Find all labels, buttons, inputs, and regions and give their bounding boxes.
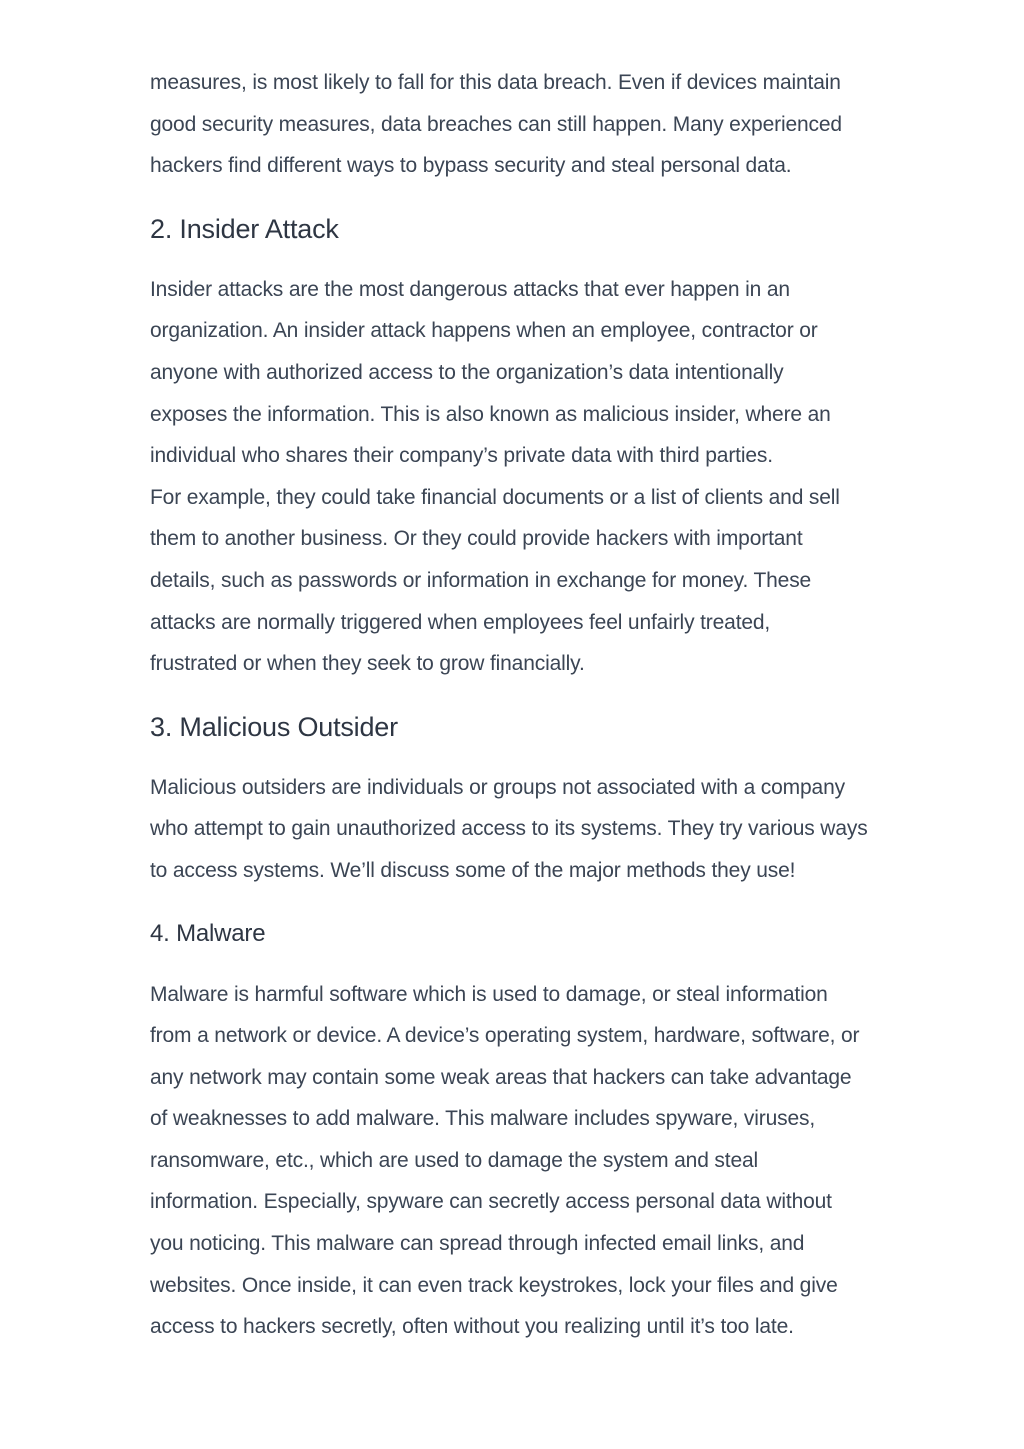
paragraph-line: you noticing. This malware can spread through infected email links, and (150, 1232, 805, 1256)
paragraph-line: from a network or device. A device’s operating system, hardware, software, or (150, 1024, 860, 1048)
malicious-outsider-paragraph (150, 767, 920, 892)
paragraph-line: to access systems. We’ll discuss some of the major methods they use! (150, 858, 796, 882)
section-heading-malware: 4. Malware (150, 919, 266, 947)
paragraph-line: websites. Once inside, it can even track keystrokes, lock your files and give (150, 1273, 838, 1297)
section-heading-malicious-outsider: 3. Malicious Outsider (150, 711, 398, 742)
paragraph-line: them to another business. Or they could provide hackers with important (150, 527, 803, 551)
intro-paragraph (150, 62, 920, 187)
paragraph-line: attacks are normally triggered when employees feel unfairly treated, (150, 610, 771, 634)
paragraph-line: of weaknesses to add malware. This malware includes spyware, viruses, (150, 1107, 816, 1131)
paragraph-line: ransomware, etc., which are used to damage the system and steal (150, 1148, 759, 1172)
paragraph-line: any network may contain some weak areas that hackers can take advantage (150, 1065, 852, 1089)
paragraph-line: individual who shares their company’s private data with third parties. (150, 444, 773, 468)
paragraph-line: good security measures, data breaches can still happen. Many experienced (150, 112, 842, 136)
paragraph-line: information. Especially, spyware can secretly access personal data without (150, 1190, 832, 1214)
paragraph-line: who attempt to gain unauthorized access to its systems. They try various ways (150, 817, 868, 841)
paragraph-line: organization. An insider attack happens when an employee, contractor or (150, 319, 818, 343)
malware-paragraph (150, 974, 920, 1348)
paragraph-line: exposes the information. This is also known as malicious insider, where an (150, 402, 831, 426)
section-heading-insider-attack: 2. Insider Attack (150, 213, 339, 244)
article-body (150, 62, 920, 1348)
paragraph-line: measures, is most likely to fall for this data breach. Even if devices maintain (150, 71, 841, 94)
paragraph-line: details, such as passwords or information in exchange for money. These (150, 568, 812, 592)
paragraph-line: anyone with authorized access to the organization’s data intentionally (150, 360, 784, 384)
paragraph-line: For example, they could take financial documents or a list of clients and sell (150, 485, 840, 509)
paragraph-line: Malicious outsiders are individuals or groups not associated with a company (150, 775, 845, 799)
paragraph-line: hackers find different ways to bypass security and steal personal data. (150, 154, 792, 178)
insider-attack-paragraph (150, 269, 920, 685)
paragraph-line: Malware is harmful software which is used to damage, or steal information (150, 982, 828, 1006)
paragraph-line: Insider attacks are the most dangerous attacks that ever happen in an (150, 277, 790, 301)
paragraph-line: frustrated or when they seek to grow financially. (150, 652, 585, 676)
paragraph-line: access to hackers secretly, often without you realizing until it’s too late. (150, 1315, 794, 1339)
